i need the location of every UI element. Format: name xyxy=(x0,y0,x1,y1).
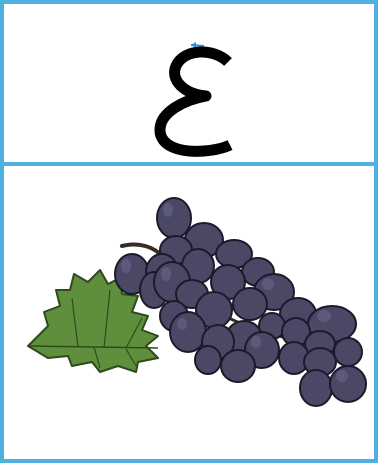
grape-cluster xyxy=(115,198,366,406)
image-panel xyxy=(8,166,378,463)
grapes-illustration xyxy=(8,166,378,463)
letter-panel xyxy=(8,8,378,162)
